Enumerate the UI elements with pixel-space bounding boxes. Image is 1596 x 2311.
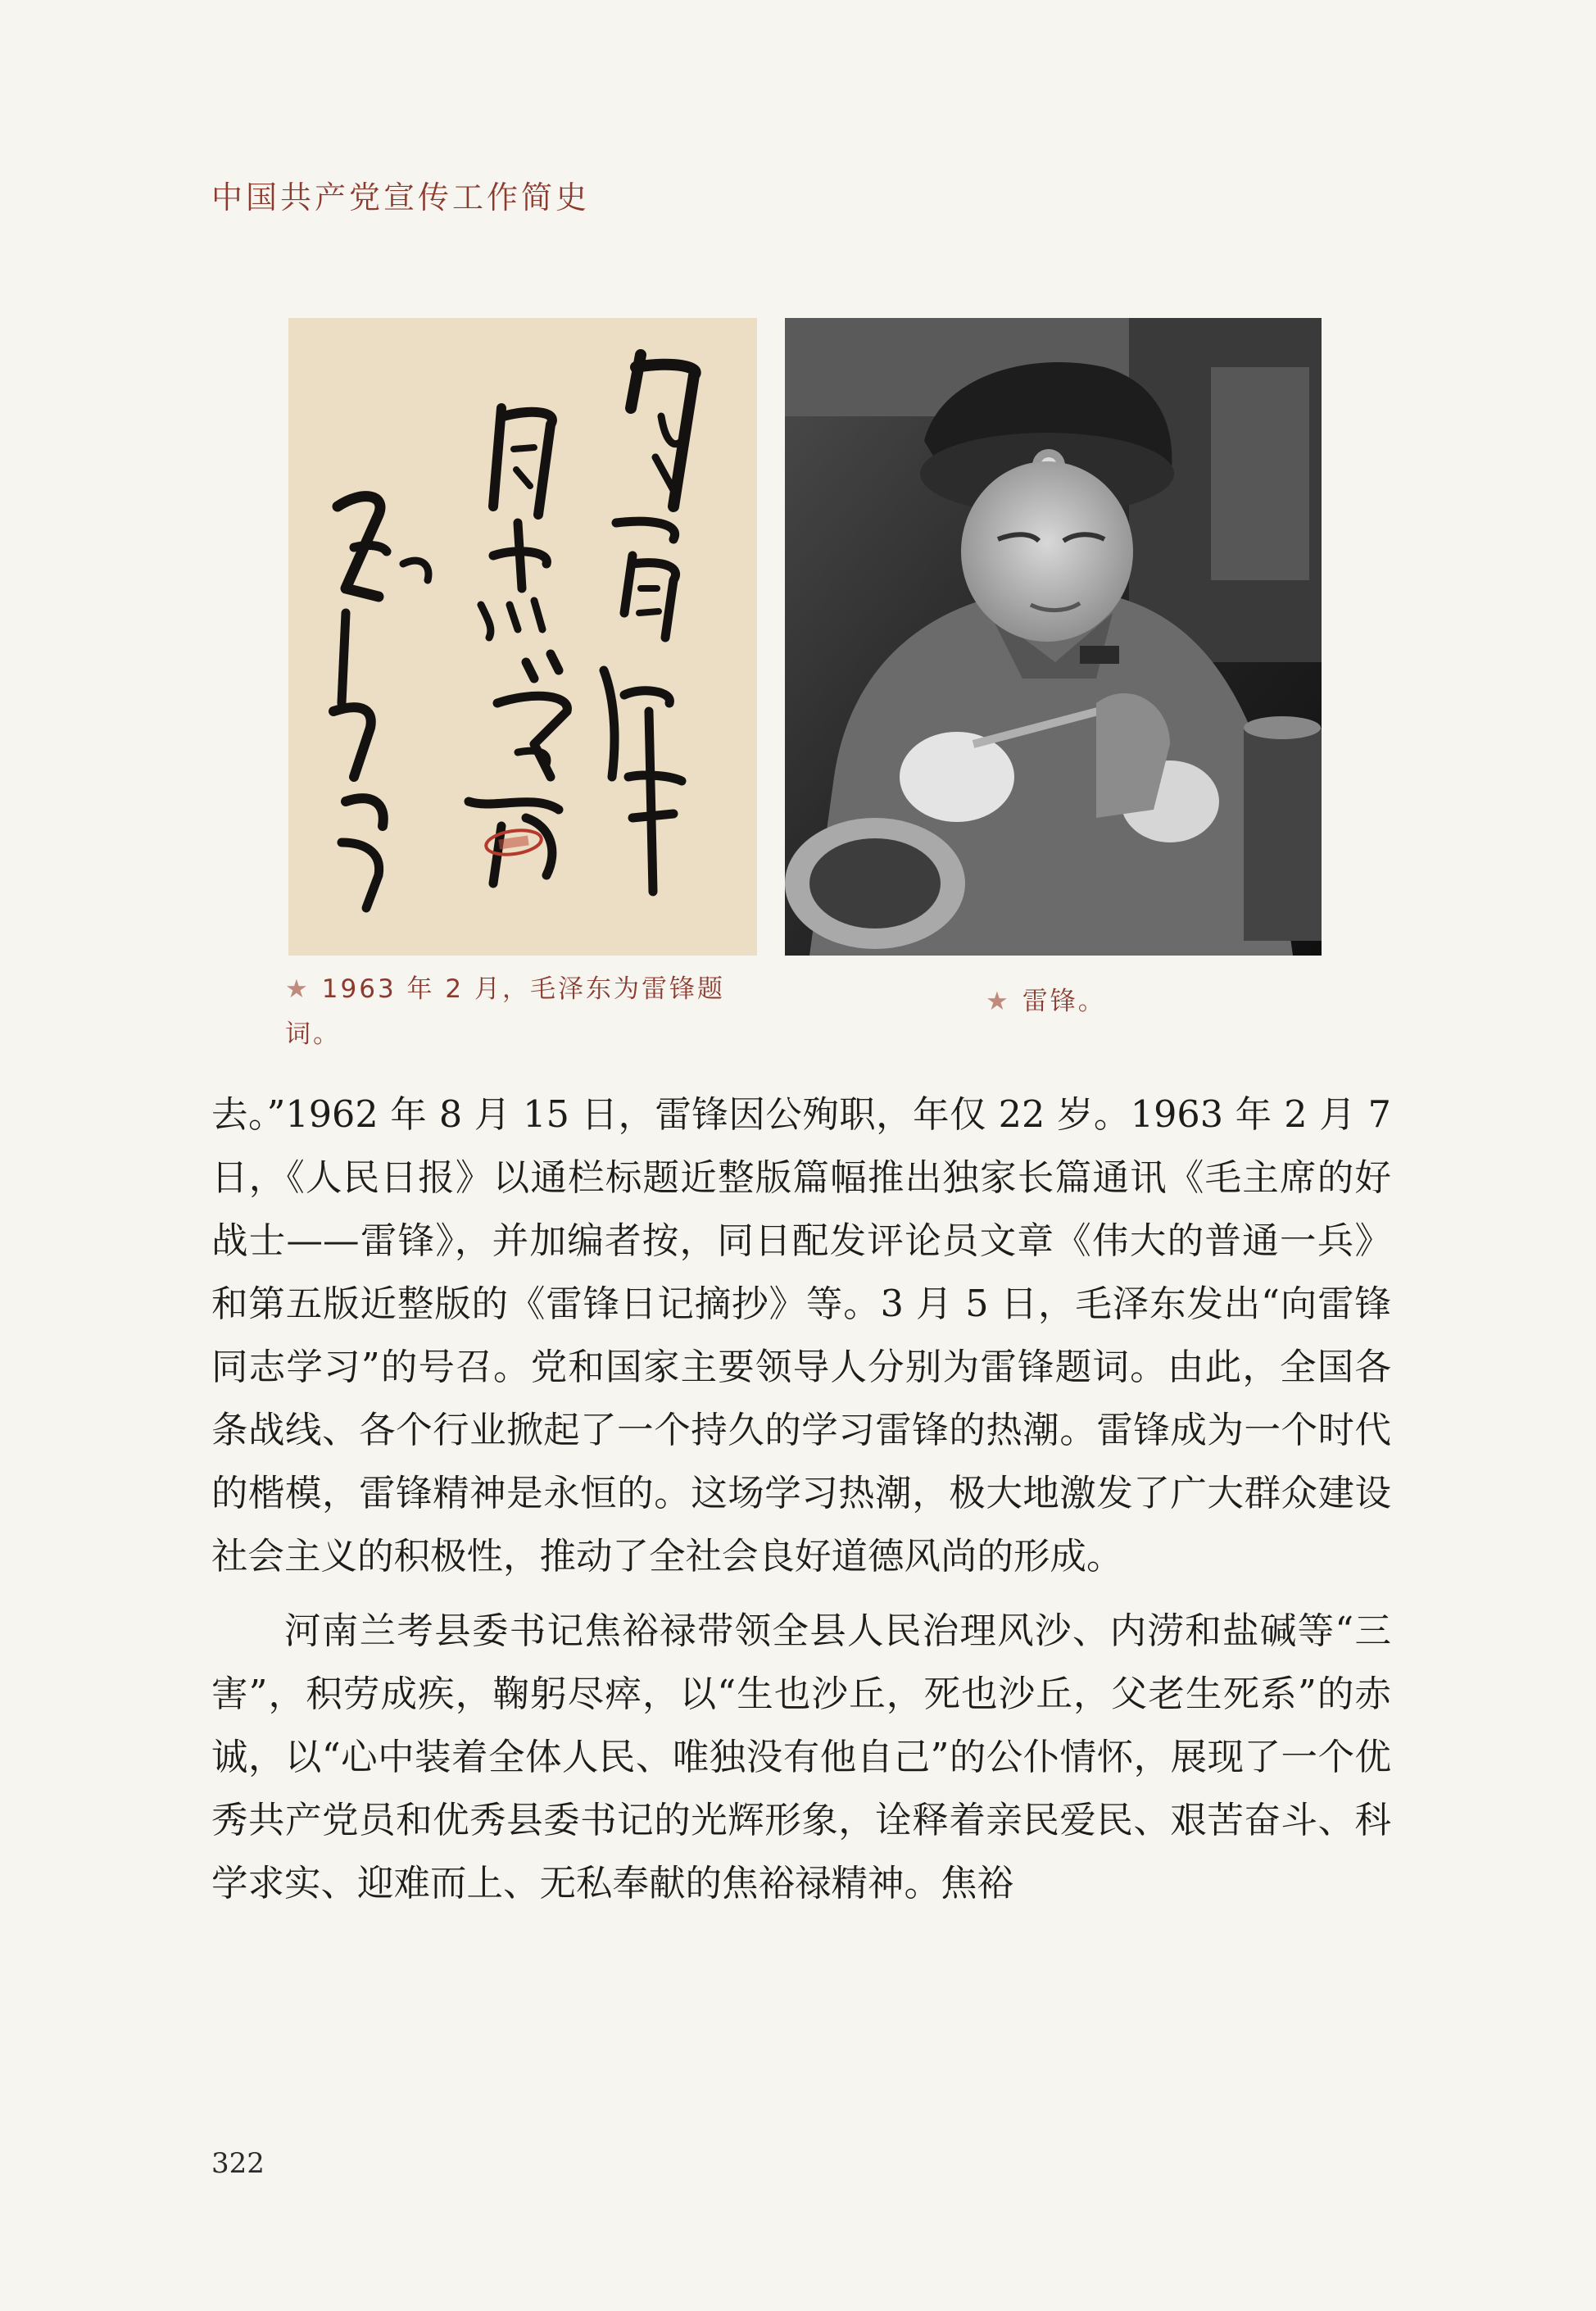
paragraph-jiao-yulu: 河南兰考县委书记焦裕禄带领全县人民治理风沙、内涝和盐碱等“三害”，积劳成疾，鞠躬尽瘁，以“生也沙丘，死也沙丘，父老生死系”的赤诚，以“心中装着全体人民、唯独没有他自己”的公仆情怀，展现了一个优秀共产党员和优秀县委书记的光辉形象，诠释着亲民爱民、艰苦奋斗、科学求实、迎难而上、无私奉献的焦裕禄精神。焦裕 <box>211 1610 1391 1905</box>
photo-artwork <box>785 318 1322 956</box>
page-number: 322 <box>211 2147 265 2180</box>
star-icon: ★ <box>285 974 311 1004</box>
calligraphy-artwork <box>288 318 757 956</box>
running-title: 中国共产党宣传工作简史 <box>211 179 591 216</box>
paragraph-lei-feng: 去。”1962 年 8 月 15 日，雷锋因公殉职，年仅 22 岁。1963 年 2 月 7 日，《人民日报》以通栏标题近整版篇幅推出独家长篇通讯《毛主席的好战士——雷锋》，并加编者按，同日配发评论员文章《伟大的普通一兵》和第五版近整版的《雷锋日记摘抄》等。3 月 5 日，毛泽东发出“向雷锋同志学习”的号召。党和国家主要领导人分别为雷锋题词。由此，全国各条战线、各个行业掀起了一个持久的学习雷锋的热潮。雷锋成为一个时代的楷模，雷锋精神是永恒的。这场学习热潮，极大地激发了广大群众建设社会主义的积极性，推动了全社会良好道德风尚的形成。 <box>211 1094 1391 1578</box>
caption-photo-text: 雷锋。 <box>1022 987 1106 1016</box>
body-text <box>211 1083 1391 1915</box>
calligraphy-inscription-image <box>288 318 757 956</box>
caption-photo <box>986 979 1313 1024</box>
caption-calligraphy-text: 1963 年 2 月，毛泽东为雷锋题词。 <box>285 974 725 1049</box>
portrait-photo <box>785 318 1322 956</box>
star-icon: ★ <box>986 987 1011 1016</box>
caption-calligraphy <box>285 967 769 1057</box>
